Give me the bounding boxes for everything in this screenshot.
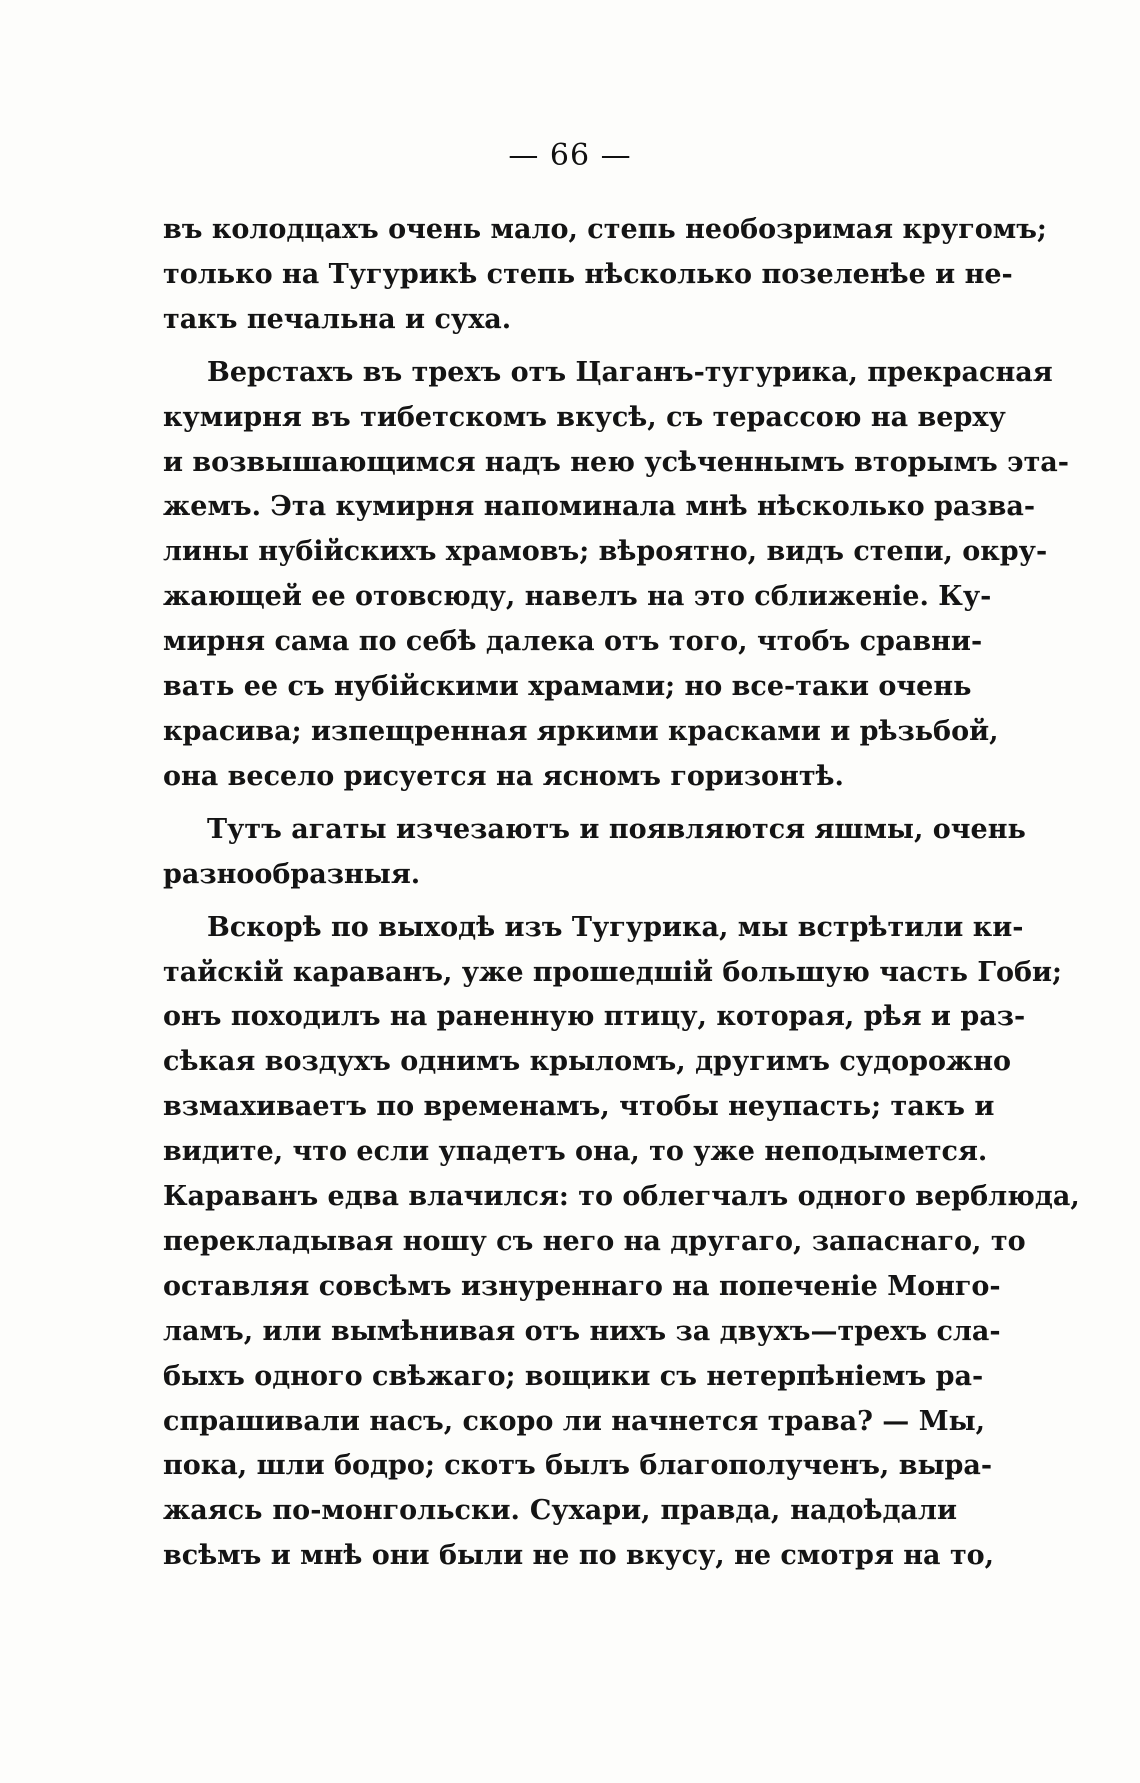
text-line: кумирня въ тибетскомъ вкусѣ, съ терассою на верху — [163, 401, 1006, 433]
text-line: видите, что если упадетъ она, то уже неподымется. — [163, 1136, 988, 1168]
paragraph-4 — [163, 906, 1080, 1580]
text-line: Вскорѣ по выходѣ изъ Тугурика, мы встрѣтили ки- — [207, 911, 1024, 943]
text-line: Верстахъ въ трехъ отъ Цаганъ-тугурика, прекрасная — [207, 356, 1053, 388]
text-line: взмахиваетъ по временамъ, чтобы неупасть; такъ и — [163, 1091, 995, 1123]
text-line: всѣмъ и мнѣ они были не по вкусу, не смотря на то, — [163, 1540, 995, 1572]
text-line: тайскій караванъ, уже прошедшій большую часть Гоби; — [163, 956, 1063, 988]
page-number: — 66 — — [508, 138, 632, 173]
text-line: вать ее съ нубійскими храмами; но все-таки очень — [163, 671, 972, 703]
text-line: перекладывая ношу съ него на другаго, запаснаго, то — [163, 1225, 1026, 1257]
paragraph-3 — [163, 808, 1026, 898]
text-line: оставляя совсѣмъ изнуреннаго на попеченіе Монго- — [163, 1270, 1001, 1302]
text-line: спрашивали насъ, скоро ли начнется трава? — Мы, — [163, 1405, 986, 1437]
body-text — [163, 208, 1080, 1587]
text-line: пока, шли бодро; скотъ былъ благополученъ, выра- — [163, 1450, 993, 1482]
text-line: красива; изпещренная яркими красками и рѣзьбой, — [163, 715, 999, 747]
text-line: и возвышающимся надъ нею усѣченнымъ вторымъ эта- — [163, 446, 1070, 478]
text-line: Караванъ едва влачился: то облегчалъ одного верблюда, — [163, 1181, 1080, 1213]
text-line: въ колодцахъ очень мало, степь необозримая кругомъ; — [163, 214, 1047, 245]
text-line: мирня сама по себѣ далека отъ того, чтобъ сравни- — [163, 626, 983, 658]
text-line: разнообразныя. — [163, 858, 421, 890]
text-line: жаясь по-монгольски. Сухари, правда, надоѣдали — [163, 1495, 957, 1527]
paragraph-1 — [163, 208, 1047, 343]
text-line: ламъ, или вымѣнивая отъ нихъ за двухъ—трехъ сла- — [163, 1315, 1001, 1347]
text-line: быхъ одного свѣжаго; вощики съ нетерпѣніемъ ра- — [163, 1360, 984, 1392]
text-line: сѣкая воздухъ однимъ крыломъ, другимъ судорожно — [163, 1046, 1012, 1078]
text-line: жемъ. Эта кумирня напоминала мнѣ нѣсколько разва- — [163, 491, 1036, 523]
text-line: онъ походилъ на раненную птицу, которая, рѣя и раз- — [163, 1001, 1026, 1033]
text-line: жающей ее отовсюду, навелъ на это сближеніе. Ку- — [163, 581, 992, 613]
text-line: только на Тугурикѣ степь нѣсколько позеленѣе и не- — [163, 258, 1013, 290]
text-line: лины нубійскихъ храмовъ; вѣроятно, видъ степи, окру- — [163, 536, 1048, 568]
text-line: она весело рисуется на ясномъ горизонтѣ. — [163, 760, 844, 792]
text-line: Тутъ агаты изчезаютъ и появляются яшмы, очень — [207, 813, 1026, 845]
text-line: такъ печальна и суха. — [163, 303, 512, 335]
paragraph-2 — [163, 351, 1070, 800]
